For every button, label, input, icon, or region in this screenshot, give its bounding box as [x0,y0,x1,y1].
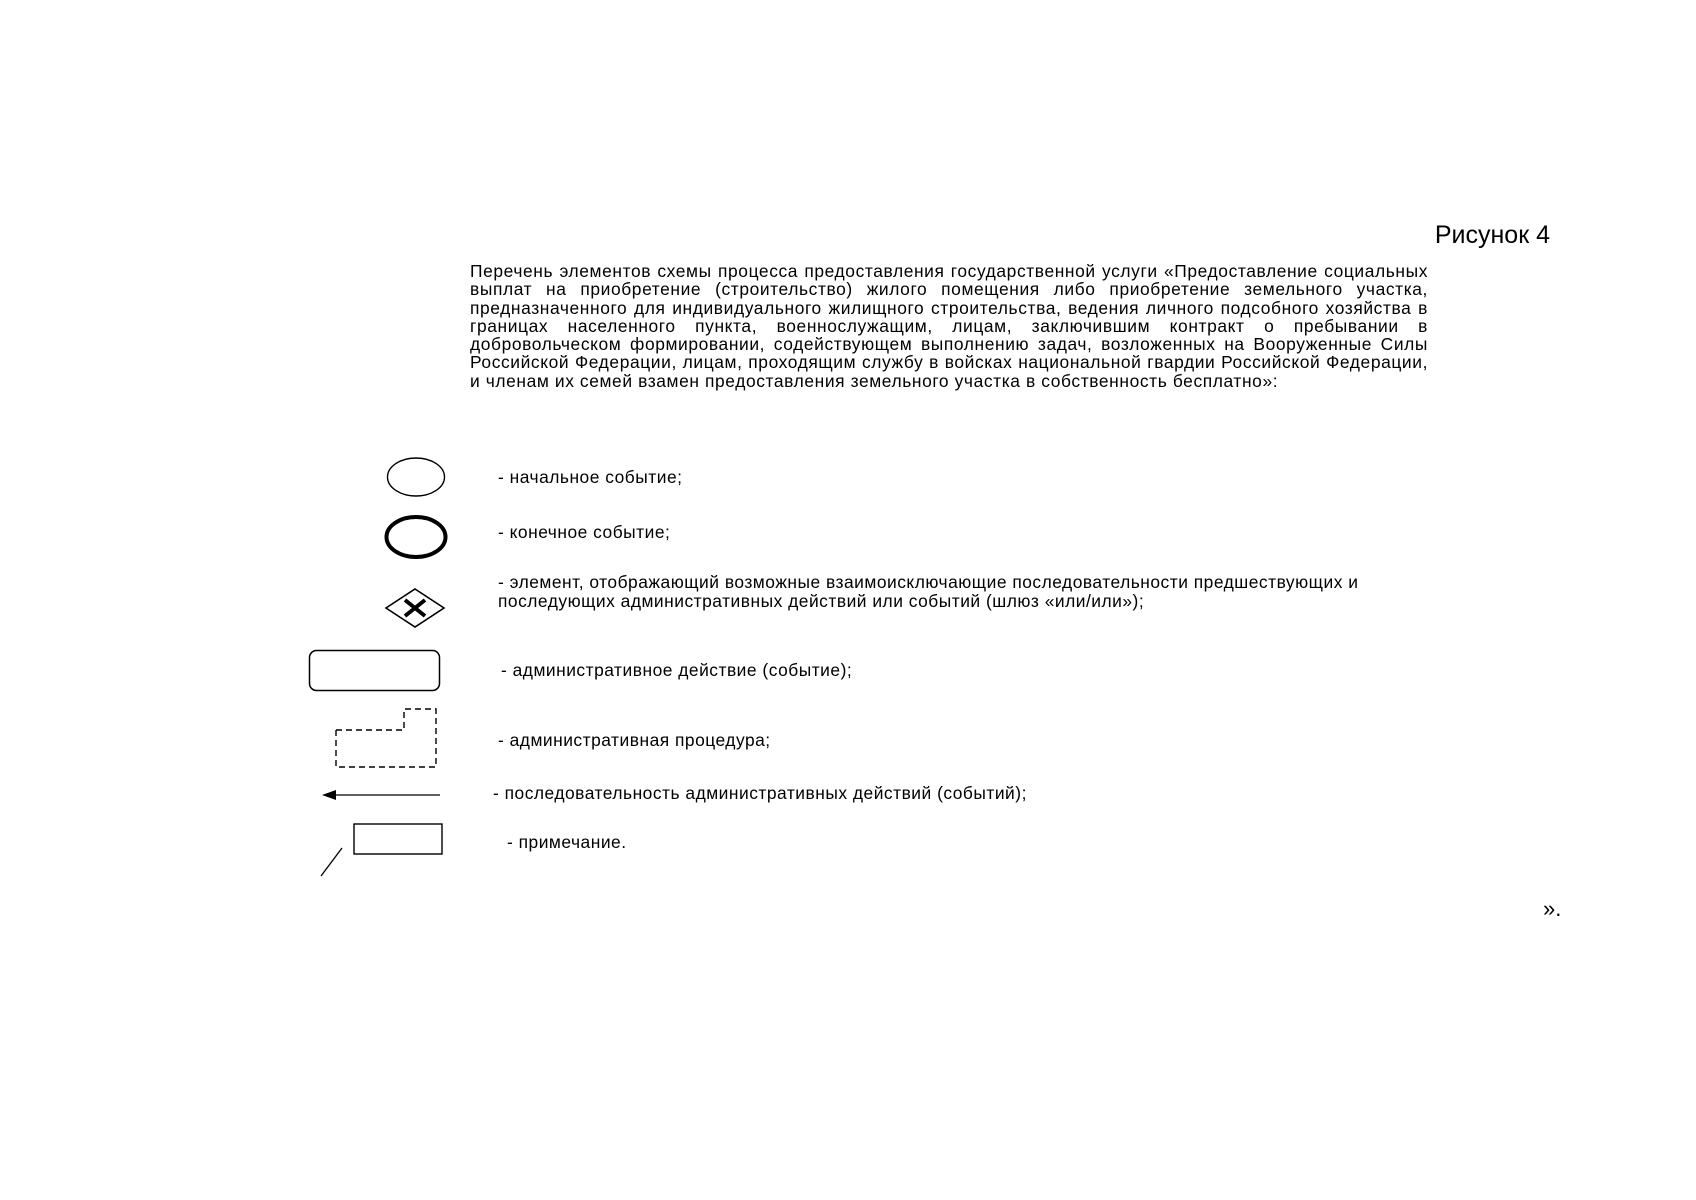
sequence-arrow-icon [320,787,444,803]
start-event-label: - начальное событие; [498,467,683,487]
intro-paragraph: Перечень элементов схемы процесса предоставления государственной услуги «Предоставление социальных выплат на приобретение (строительство) жилого помещения либо приобретение земельного участка, предназначенного для индивидуального жилищного строительства, ведения личного подсобного хозяйства в границах населенного пункта, военнослужащим, лицам, заключившим контракт о пребывании в добровольческом формировании, содействующем выполнению задач, возложенных на Вооруженные Силы Российской Федерации, лицам, проходящим службу в войсках национальной гвардии Российской Федерации, и членам их семей взамен предоставления земельного участка в собственность бесплатно»: [470,261,1428,391]
admin-action-icon [308,649,442,693]
gateway-x-icon [383,586,447,630]
annotation-label: - примечание. [507,832,627,852]
admin-procedure-icon [332,706,442,770]
end-event-icon [383,513,449,561]
end-event-label: - конечное событие; [498,522,671,542]
admin-procedure-label: - административная процедура; [498,730,771,750]
closing-quote: ». [1543,896,1562,921]
start-event-icon [385,455,447,499]
gateway-label: - элемент, отображающий возможные взаимоисключающие последовательности предшествующих и последующих административных действий или событий (шлюз «или/или»); [498,572,1359,611]
sequence-flow-label: - последовательность административных действий (событий); [493,783,1027,803]
figure-label: Рисунок 4 [1434,221,1550,249]
admin-action-label: - административное действие (событие); [501,660,853,680]
annotation-icon [318,822,446,878]
